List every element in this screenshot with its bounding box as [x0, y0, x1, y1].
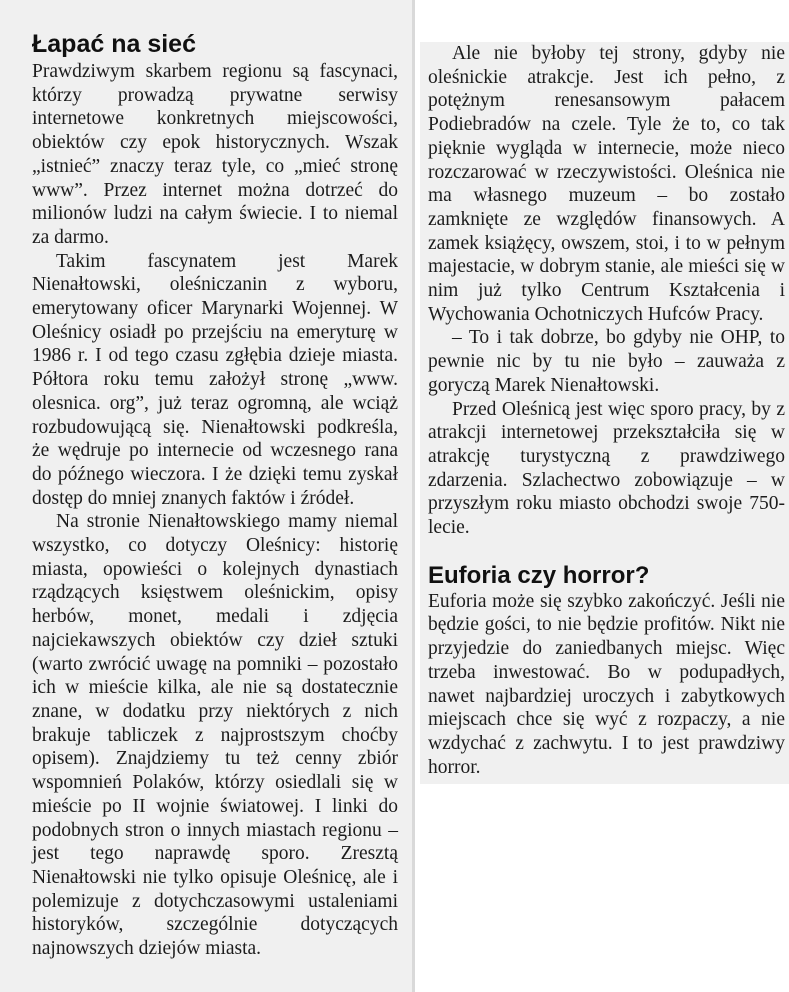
- section-title: Euforia czy horror?: [428, 561, 650, 589]
- article-paragraph: Euforia może się szybko zakończyć. Jeśli nie będzie gości, to nie będzie profitów. Nikt nie przyjedzie do zaniedbanych miejsc. Więc trzeba inwestować. Bo w podupadłych, nawet najbardziej uroczych i zabytkowych miejscach chce się wyć z rozpaczy, a nie wzdychać z zachwytu. I to jest prawdziwy horror.: [428, 590, 785, 778]
- article-paragraph: Ale nie byłoby tej strony, gdyby nie oleśnickie atrakcje. Jest ich pełno, z potężnym renesansowym pałacem Podiebradów na czele. Tyle że to, co tak pięknie wygląda w internecie, może nieco rozczarować w rzeczywistości. Oleśnica nie ma własnego muzeum – bo zostało zamknięte ze względów finansowych. A zamek książęcy, owszem, stoi, i to w pełnym majestacie, w dobrym stanie, ale mieści się w nim już tylko Centrum Kształcenia i Wychowania Ochotniczych Hufców Pracy.: [428, 43, 785, 325]
- article-paragraph: – To i tak dobrze, bo gdyby nie OHP, to pewnie nic by tu nie było – zauważa z goryczą Marek Nienałtowski.: [428, 327, 785, 396]
- article-paragraph: Takim fascynatem jest Marek Nienałtowski, oleśniczanin z wyboru, emerytowany oficer Marynarki Wojennej. W Oleśnicy osiadł po przejściu na emeryturę w 1986 r. I od tego czasu zgłębia dzieje miasta. Półtora roku temu założył stronę „www. olesnica. org”, już teraz ogromną, ale wciąż rozbudowującą się. Nienałtowski podkreśla, że wędruje po internecie od wczesnego rana do późnego wieczora. I że dzięki temu zyskał dostęp do mniej znanych faktów i źródeł.: [32, 250, 398, 509]
- article-title: Łapać na sieć: [32, 30, 196, 58]
- right-column: [420, 42, 789, 784]
- article-paragraph: Prawdziwym skarbem regionu są fascynaci, którzy prowadzą prywatne serwisy internetowe konkretnych miejscowości, obiektów czy epok historycznych. Wszak „istnieć” znaczy teraz tyle, co „mieć stronę www”. Przez internet można dotrzeć do milionów ludzi na całym świecie. I to niemal za darmo.: [32, 61, 398, 248]
- article-paragraph: Na stronie Nienałtowskiego mamy niemal wszystko, co dotyczy Oleśnicy: historię miasta, opowieści o kolejnych dynastiach rządzących księstwem oleśnickim, opisy herbów, monet, medali i zdjęcia najciekawszych obiektów czy dzieł sztuki (warto zwrócić uwagę na pomniki – pozostało ich w mieście kilka, ale nie są dostatecznie znane, w dodatku przy niektórych z nich brakuje tabliczek z najprostszym choćby opisem). Znajdziemy tu też cenny zbiór wspomnień Polaków, którzy osiedlali się w mieście po II wojnie światowej. I linki do podobnych stron o innych miastach regionu – jest tego naprawdę sporo. Zresztą Nienałtowski nie tylko opisuje Oleśnicę, ale i polemizuje z dotychczasowymi ustaleniami historyków, szczególnie dotyczących najnowszych dziejów miasta.: [32, 511, 398, 960]
- article-paragraph: Przed Oleśnicą jest więc sporo pracy, by z atrakcji internetowej przekształciła się w atrakcję turystyczną z prawdziwego zdarzenia. Szlachectwo zobowiązuje – w przyszłym roku miasto obchodzi swoje 750-lecie.: [428, 398, 785, 539]
